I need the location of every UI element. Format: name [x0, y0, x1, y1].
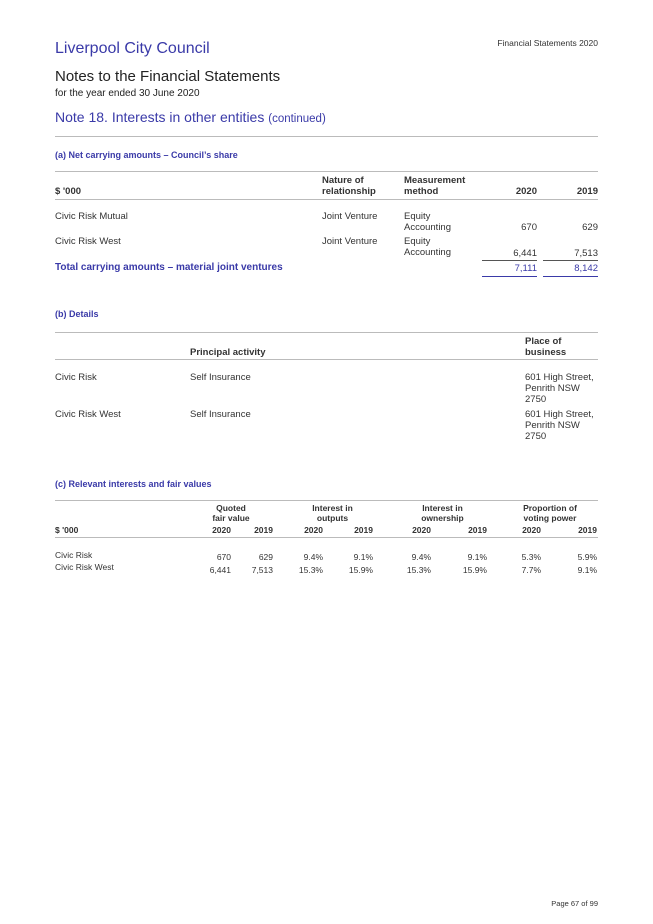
- divider: [55, 136, 598, 137]
- row-method-line2: Accounting: [404, 247, 452, 258]
- row-value: 629: [258, 552, 273, 562]
- year-header: 2019: [254, 525, 273, 535]
- year-header: 2020: [304, 525, 323, 535]
- row-value: 15.9%: [462, 565, 487, 575]
- note-title: Note 18. Interests in other entities: [55, 109, 265, 125]
- divider: [55, 359, 598, 360]
- row-value: 15.3%: [406, 565, 431, 575]
- row-value: 9.4%: [411, 552, 431, 562]
- row-value: 7,513: [251, 565, 273, 575]
- note-heading: [55, 109, 326, 125]
- group-header-line2: voting power: [523, 513, 577, 523]
- row-value: 15.3%: [298, 565, 323, 575]
- subtotal-underline: [482, 260, 537, 261]
- row-method-line2: Accounting: [404, 222, 452, 233]
- col-nature-line2: relationship: [322, 186, 376, 197]
- note-suffix: (continued): [268, 113, 326, 125]
- col-method: [404, 175, 465, 197]
- group-header-line2: outputs: [316, 513, 349, 523]
- row-method: [404, 211, 451, 233]
- row-value: 9.1%: [577, 565, 597, 575]
- period-subtitle: for the year ended 30 June 2020: [55, 88, 200, 99]
- row-name: Civic Risk: [55, 550, 93, 560]
- row-place-line3: 2750: [525, 394, 547, 405]
- year-header: 2019: [354, 525, 373, 535]
- total-2019: 8,142: [574, 263, 598, 274]
- divider: [55, 500, 598, 501]
- row-value: 5.3%: [521, 552, 541, 562]
- group-header: [510, 503, 590, 523]
- divider: [55, 199, 598, 200]
- notes-title: Notes to the Financial Statements: [55, 68, 281, 85]
- group-header: [300, 503, 365, 523]
- row-name: Civic Risk West: [55, 409, 121, 420]
- total-underline: [543, 276, 598, 277]
- row-place-line3: 2750: [525, 431, 547, 442]
- divider: [55, 537, 598, 538]
- row-nature: Joint Venture: [322, 211, 378, 222]
- group-header: [410, 503, 475, 523]
- page-number: Page 67 of 99: [551, 899, 598, 908]
- divider: [55, 171, 598, 172]
- row-value-2019: 629: [582, 222, 598, 233]
- row-place-line2: Penrith NSW: [525, 420, 580, 431]
- row-place: [525, 409, 594, 442]
- group-header: [196, 503, 266, 523]
- col-2020: 2020: [515, 186, 537, 197]
- row-value-2020: 670: [521, 222, 537, 233]
- year-header: 2020: [412, 525, 431, 535]
- total-label: Total carrying amounts – material joint ventures: [55, 262, 283, 273]
- row-value-2019: 7,513: [574, 248, 598, 259]
- group-header-line2: ownership: [421, 513, 464, 523]
- group-header-line1: Proportion of: [523, 503, 577, 513]
- row-method-line1: Equity: [404, 211, 431, 222]
- row-name: Civic Risk West: [55, 562, 114, 572]
- row-value-2020: 6,441: [513, 248, 537, 259]
- year-header: 2020: [212, 525, 231, 535]
- year-header: 2019: [578, 525, 597, 535]
- row-value: 15.9%: [348, 565, 373, 575]
- col-place-line1: Place of: [525, 336, 562, 347]
- section-c-heading: (c) Relevant interests and fair values: [55, 479, 212, 489]
- col-unit: $ '000: [55, 525, 79, 535]
- col-nature: [322, 175, 376, 197]
- group-header-line1: Interest in: [312, 503, 353, 513]
- col-2019: 2019: [576, 186, 598, 197]
- row-activity: Self Insurance: [190, 409, 251, 420]
- group-header-line1: Interest in: [422, 503, 463, 513]
- group-header-line1: Quoted: [216, 503, 246, 513]
- row-method-line1: Equity: [404, 236, 431, 247]
- row-name: Civic Risk: [55, 372, 97, 383]
- row-activity: Self Insurance: [190, 372, 251, 383]
- document-label: Financial Statements 2020: [497, 38, 598, 48]
- col-activity: Principal activity: [190, 347, 266, 358]
- row-value: 7.7%: [521, 565, 541, 575]
- col-place-line2: business: [525, 347, 567, 358]
- row-name: Civic Risk Mutual: [55, 211, 128, 222]
- row-place-line1: 601 High Street,: [525, 372, 594, 383]
- row-place-line1: 601 High Street,: [525, 409, 594, 420]
- row-value: 6,441: [209, 565, 231, 575]
- subtotal-underline: [543, 260, 598, 261]
- col-method-line1: Measurement: [404, 175, 466, 186]
- row-name: Civic Risk West: [55, 236, 121, 247]
- year-header: 2020: [522, 525, 541, 535]
- row-nature: Joint Venture: [322, 236, 378, 247]
- row-value: 9.1%: [467, 552, 487, 562]
- row-place: [525, 372, 594, 405]
- group-header-line2: fair value: [212, 513, 250, 523]
- row-value: 5.9%: [577, 552, 597, 562]
- row-value: 9.4%: [303, 552, 323, 562]
- council-name: Liverpool City Council: [55, 40, 210, 57]
- col-unit: $ '000: [55, 186, 82, 197]
- year-header: 2019: [468, 525, 487, 535]
- total-underline: [482, 276, 537, 277]
- section-a-heading: (a) Net carrying amounts – Council’s share: [55, 150, 238, 160]
- col-method-line2: method: [404, 186, 439, 197]
- row-method: [404, 236, 451, 258]
- row-value: 670: [216, 552, 231, 562]
- col-place: [525, 336, 566, 358]
- section-b-heading: (b) Details: [55, 309, 99, 319]
- col-nature-line1: Nature of: [322, 175, 364, 186]
- divider: [55, 332, 598, 333]
- total-2020: 7,111: [514, 263, 537, 274]
- row-value: 9.1%: [353, 552, 373, 562]
- row-place-line2: Penrith NSW: [525, 383, 580, 394]
